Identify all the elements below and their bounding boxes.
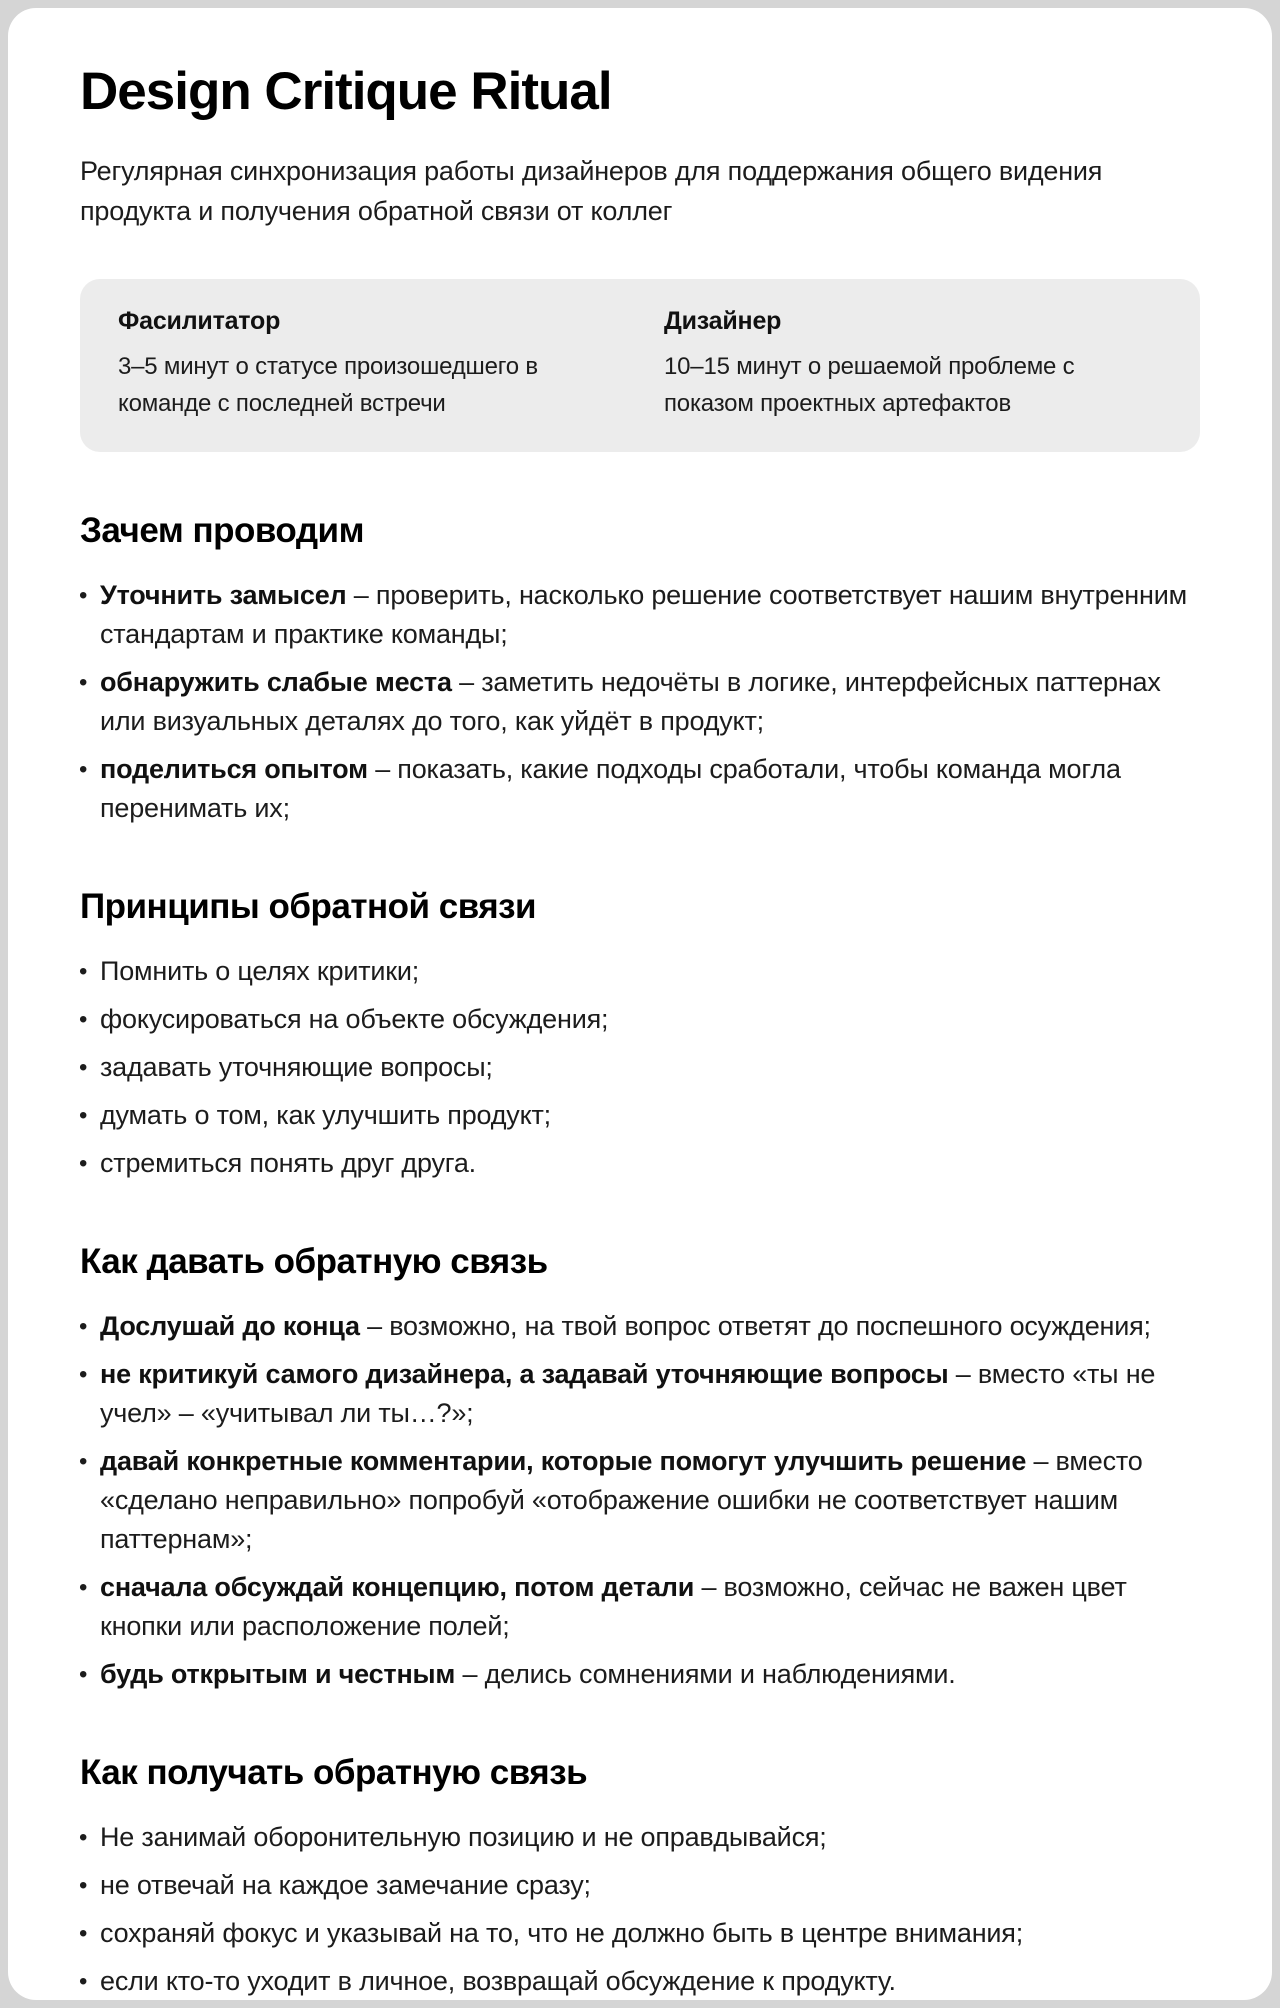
list-item-text: не отвечай на каждое замечание сразу;: [100, 1869, 591, 1900]
list-item-lead: Уточнить замысел: [100, 579, 347, 610]
list-item-text: сохраняй фокус и указывай на то, что не должно быть в центре внимания;: [100, 1917, 1024, 1948]
list-item-lead: поделиться опытом: [100, 753, 368, 784]
bullet-list: [80, 1307, 1200, 1694]
list-item-text: – заметить недочёты в логике, интерфейсных паттернах или визуальных деталях до того, как уйдёт в продукт;: [100, 666, 1161, 736]
list-item-lead: обнаружить слабые места: [100, 666, 452, 697]
list-item-text: Помнить о целях критики;: [100, 955, 420, 986]
info-column-facilitator: [118, 307, 616, 422]
list-item-text: – вместо «сделано неправильно» попробуй «отображение ошибки не соответствует нашим паттернам»;: [100, 1445, 1143, 1554]
info-column-header: Фасилитатор: [118, 306, 281, 335]
list-item: [100, 663, 1200, 741]
list-item: [100, 1144, 1200, 1183]
list-item: [100, 1655, 1200, 1694]
section-heading: Зачем проводим: [80, 510, 364, 550]
document-card: [8, 8, 1272, 2000]
list-item-text: Не занимай оборонительную позицию и не оправдывайся;: [100, 1821, 827, 1852]
info-column-text: 3–5 минут о статусе произошедшего в команде с последней встречи: [118, 352, 538, 417]
list-item-text: стремиться понять друг друга.: [100, 1147, 476, 1178]
list-item-text: – возможно, на твой вопрос ответят до поспешного осуждения;: [359, 1310, 1151, 1341]
list-item-text: если кто-то уходит в личное, возвращай обсуждение к продукту.: [100, 1965, 896, 1996]
list-item-text: фокусироваться на объекте обсуждения;: [100, 1003, 609, 1034]
list-item: [100, 1568, 1200, 1646]
list-item-lead: сначала обсуждай концепцию, потом детали: [100, 1571, 695, 1602]
bullet-list: [80, 952, 1200, 1183]
list-item-lead: не критикуй самого дизайнера, а задавай уточняющие вопросы: [100, 1358, 949, 1389]
list-item-text: – вместо «ты не учел» – «учитывал ли ты…?»;: [100, 1358, 1156, 1428]
list-item: [100, 1096, 1200, 1135]
list-item: [100, 1818, 1200, 1857]
info-column-designer: [664, 307, 1162, 422]
page-subtitle: Регулярная синхронизация работы дизайнеров для поддержания общего видения продукта и получения обратной связи от коллег: [80, 155, 1103, 226]
section-heading: Принципы обратной связи: [80, 886, 537, 926]
list-item: [100, 1866, 1200, 1905]
list-item-text: – возможно, сейчас не важен цвет кнопки или расположение полей;: [100, 1571, 1127, 1641]
list-item-lead: будь открытым и честным: [100, 1658, 456, 1689]
list-item-text: – показать, какие подходы сработали, чтобы команда могла перенимать их;: [100, 753, 1121, 823]
section-how-to-give-feedback: [80, 1241, 1200, 1694]
list-item-lead: давай конкретные комментарии, которые помогут улучшить решение: [100, 1445, 1027, 1476]
list-item: [100, 1355, 1200, 1433]
list-item-text: думать о том, как улучшить продукт;: [100, 1099, 551, 1130]
list-item-text: – делись сомнениями и наблюдениями.: [455, 1658, 956, 1689]
section-why: [80, 510, 1200, 828]
list-item-text: – проверить, насколько решение соответствует нашим внутренним стандартам и практике команды;: [100, 579, 1187, 649]
section-heading: Как получать обратную связь: [80, 1752, 588, 1792]
list-item-text: задавать уточняющие вопросы;: [100, 1051, 493, 1082]
list-item: [100, 1442, 1200, 1559]
list-item-lead: Дослушай до конца: [100, 1310, 360, 1341]
info-column-header: Дизайнер: [664, 306, 782, 335]
list-item: [100, 1307, 1200, 1346]
list-item: [100, 576, 1200, 654]
page-title: Design Critique Ritual: [80, 62, 612, 121]
list-item: [100, 1000, 1200, 1039]
list-item: [100, 750, 1200, 828]
roles-info-box: [80, 279, 1200, 452]
section-heading: Как давать обратную связь: [80, 1241, 548, 1281]
list-item: [100, 1914, 1200, 1953]
bullet-list: [80, 1818, 1200, 2000]
section-feedback-principles: [80, 886, 1200, 1183]
section-how-to-receive-feedback: [80, 1752, 1200, 2000]
bullet-list: [80, 576, 1200, 828]
list-item: [100, 1962, 1200, 2000]
list-item: [100, 952, 1200, 991]
list-item: [100, 1048, 1200, 1087]
info-column-text: 10–15 минут о решаемой проблеме с показом проектных артефактов: [664, 352, 1075, 417]
